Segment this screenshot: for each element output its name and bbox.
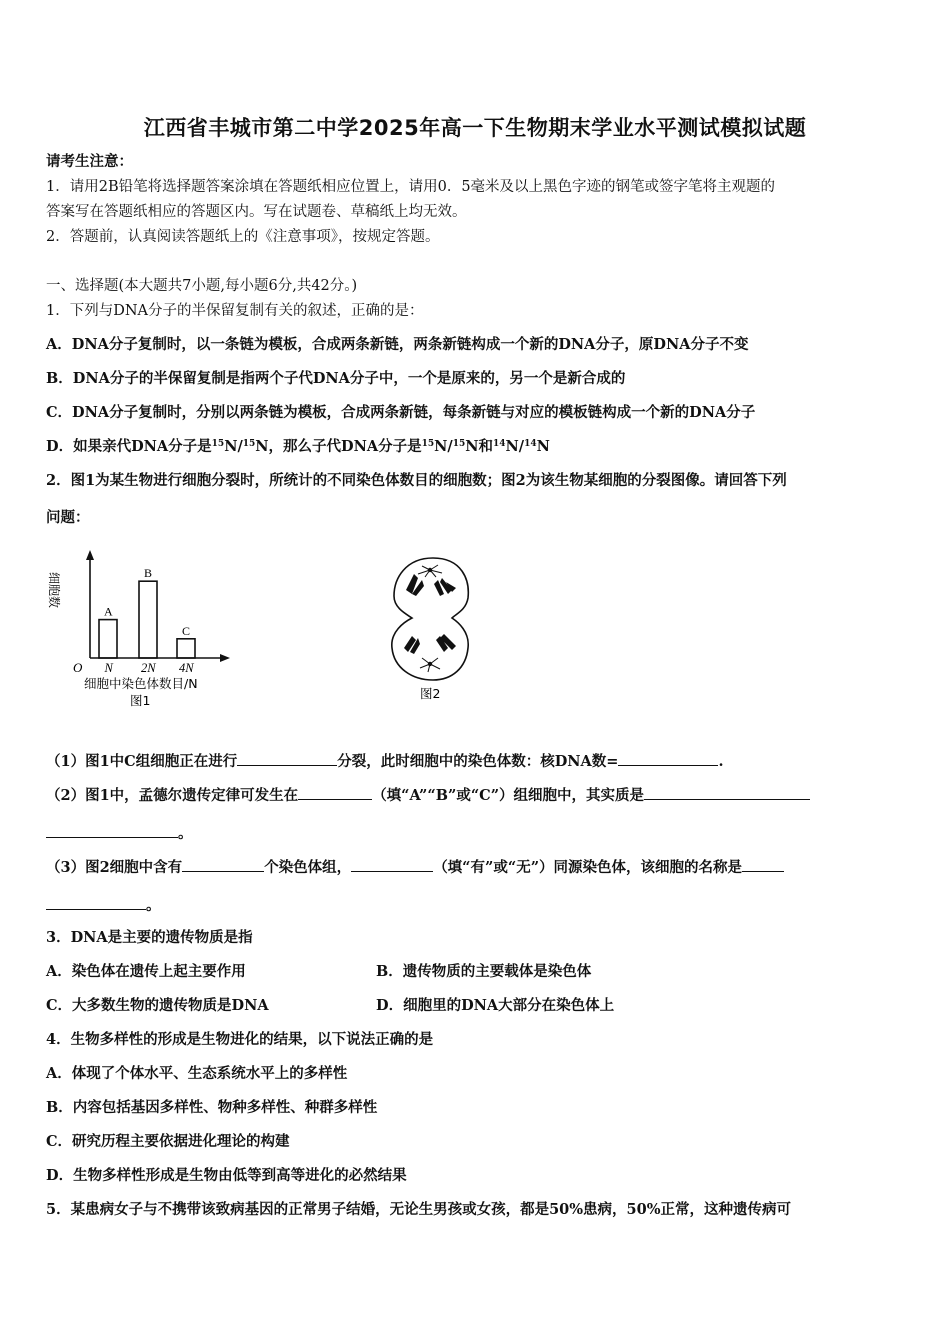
q2-sub2-cont	[46, 823, 193, 844]
x-axis-arrow	[220, 654, 230, 662]
section-heading: 一、选择题(本大题共7小题,每小题6分,共42分。)	[46, 278, 358, 294]
notice-1b: 答案写在答题纸相应的答题区内。写在试题卷、草稿纸上均无效。	[46, 204, 467, 220]
figure-1-chart	[47, 548, 278, 708]
q2-sub3-text: （3）图2细胞中含有	[46, 859, 183, 876]
origin-label: O	[73, 660, 83, 675]
q1-d-text: N，那么子代DNA分子是	[255, 438, 422, 455]
q2-sub1-text: .	[718, 753, 724, 770]
notice-heading: 请考生注意：	[46, 153, 133, 170]
q1-stem: 1．下列与DNA分子的半保留复制有关的叙述，正确的是：	[46, 303, 424, 319]
q1-option-b: B．DNA分子的半保留复制是指两个子代DNA分子中，一个是原来的，另一个是新合成的	[46, 370, 626, 387]
q1-d-sup: 14	[493, 439, 506, 449]
bar-B	[139, 581, 157, 658]
q2-sub1	[46, 751, 724, 772]
q1-d-text: N/	[434, 438, 453, 455]
q1-d-sup: 15	[452, 439, 466, 449]
q2-sub2	[46, 785, 810, 806]
q1-d-sup: 14	[524, 439, 537, 449]
answer-blank[interactable]	[237, 751, 337, 766]
q3-option-b: B．遗传物质的主要载体是染色体	[376, 963, 592, 980]
q3-option-c: C．大多数生物的遗传物质是DNA	[46, 997, 269, 1014]
q2-sub2-text: （2）图1中，孟德尔遗传定律可发生在	[46, 787, 299, 804]
bar-C	[177, 639, 195, 658]
answer-blank[interactable]	[644, 785, 810, 800]
bar-label: C	[182, 623, 191, 638]
figure-2-caption: 图2	[420, 686, 441, 701]
q4-stem: 4．生物多样性的形成是生物进化的结果，以下说法正确的是	[46, 1031, 434, 1048]
spindle-fibers-bottom	[420, 658, 440, 672]
chromosome-bottom-left	[404, 636, 420, 654]
bar-label: B	[144, 566, 153, 581]
answer-blank[interactable]	[618, 751, 718, 766]
answer-blank[interactable]	[182, 857, 264, 872]
q1-d-sup: 15	[421, 439, 435, 449]
answer-blank[interactable]	[742, 857, 784, 872]
y-axis-label: 细胞数	[47, 572, 61, 609]
answer-blank[interactable]	[46, 895, 146, 910]
q2-sub2-text: （填“A”“B”或“C”）组细胞中，其实质是	[372, 787, 645, 804]
answer-blank[interactable]	[351, 857, 433, 872]
answer-blank[interactable]	[298, 785, 372, 800]
q4-option-d: D．生物多样性形成是生物由低等到高等进化的必然结果	[46, 1167, 407, 1184]
q2-sub2-text: 。	[178, 825, 193, 842]
y-axis-arrow	[86, 550, 94, 560]
figure-1-caption: 图1	[130, 693, 151, 708]
q1-d-text: N/	[224, 438, 243, 455]
bar-A	[99, 620, 117, 658]
x-tick-label: 4N	[179, 661, 194, 675]
q2-sub1-text: （1）图1中C组细胞正在进行	[46, 753, 238, 770]
bar-label: A	[104, 604, 113, 619]
q5-stem: 5．某患病女子与不携带该致病基因的正常男子结婚，无论生男孩或女孩，都是50%患病，50%正常，这种遗传病可	[46, 1201, 791, 1218]
q1-d-text: N和	[465, 438, 494, 455]
q2-sub1-text: 分裂，此时细胞中的染色体数：核DNA数=	[337, 753, 619, 770]
q1-d-sup: 15	[211, 439, 225, 449]
x-axis-label: 细胞中染色体数目/N	[84, 676, 198, 691]
q1-option-d	[46, 437, 550, 457]
q1-d-text: D．如果亲代DNA分子是	[46, 438, 212, 455]
page-title: 江西省丰城市第二中学2025年高一下生物期末学业水平测试模拟试题	[143, 116, 807, 140]
q1-d-sup: 15	[242, 439, 256, 449]
chromosome-top-right	[434, 578, 456, 596]
x-tick-label: N	[104, 661, 113, 675]
chromosome-top-left	[406, 574, 424, 596]
q1-d-text: N	[536, 438, 550, 455]
notice-1a: 1．请用2B铅笔将选择题答案涂填在答题纸相应位置上，请用0．5毫米及以上黑色字迹的钢笔或签字笔将主观题的	[46, 179, 776, 195]
notice-2: 2．答题前，认真阅读答题纸上的《注意事项》，按规定答题。	[46, 229, 440, 245]
chromosome-bottom-right	[436, 634, 456, 652]
q1-option-c: C．DNA分子复制时，分别以两条链为模板，合成两条新链，每条新链与对应的模板链构成一个新的DNA分子	[46, 404, 756, 421]
answer-blank[interactable]	[46, 823, 178, 838]
q3-option-d: D．细胞里的DNA大部分在染色体上	[376, 997, 615, 1014]
q1-option-a: A．DNA分子复制时，以一条链为模板，合成两条新链，两条新链构成一个新的DNA分子，原DNA分子不变	[46, 336, 749, 353]
q2-sub3	[46, 857, 784, 878]
q2-stem-b: 问题：	[46, 509, 90, 526]
q4-option-b: B．内容包括基因多样性、物种多样性、种群多样性	[46, 1099, 378, 1116]
q4-option-c: C．研究历程主要依据进化理论的构建	[46, 1133, 290, 1150]
q2-sub3-text: 个染色体组，	[264, 859, 352, 876]
figure-2-cell-diagram	[378, 552, 488, 702]
q3-stem: 3．DNA是主要的遗传物质是指	[46, 929, 253, 946]
q1-d-text: N/	[505, 438, 525, 455]
q2-sub3-text: （填“有”或“无”）同源染色体，该细胞的名称是	[433, 859, 743, 876]
q2-sub3-cont	[46, 895, 161, 916]
x-tick-label: 2N	[141, 661, 156, 675]
q2-sub3-text: 。	[146, 897, 161, 914]
cell-membrane	[392, 558, 468, 680]
q3-option-a: A．染色体在遗传上起主要作用	[46, 963, 246, 980]
q2-stem-a: 2．图1为某生物进行细胞分裂时，所统计的不同染色体数目的细胞数；图2为该生物某细胞的分裂图像。请回答下列	[46, 472, 787, 489]
q4-option-a: A．体现了个体水平、生态系统水平上的多样性	[46, 1065, 348, 1082]
